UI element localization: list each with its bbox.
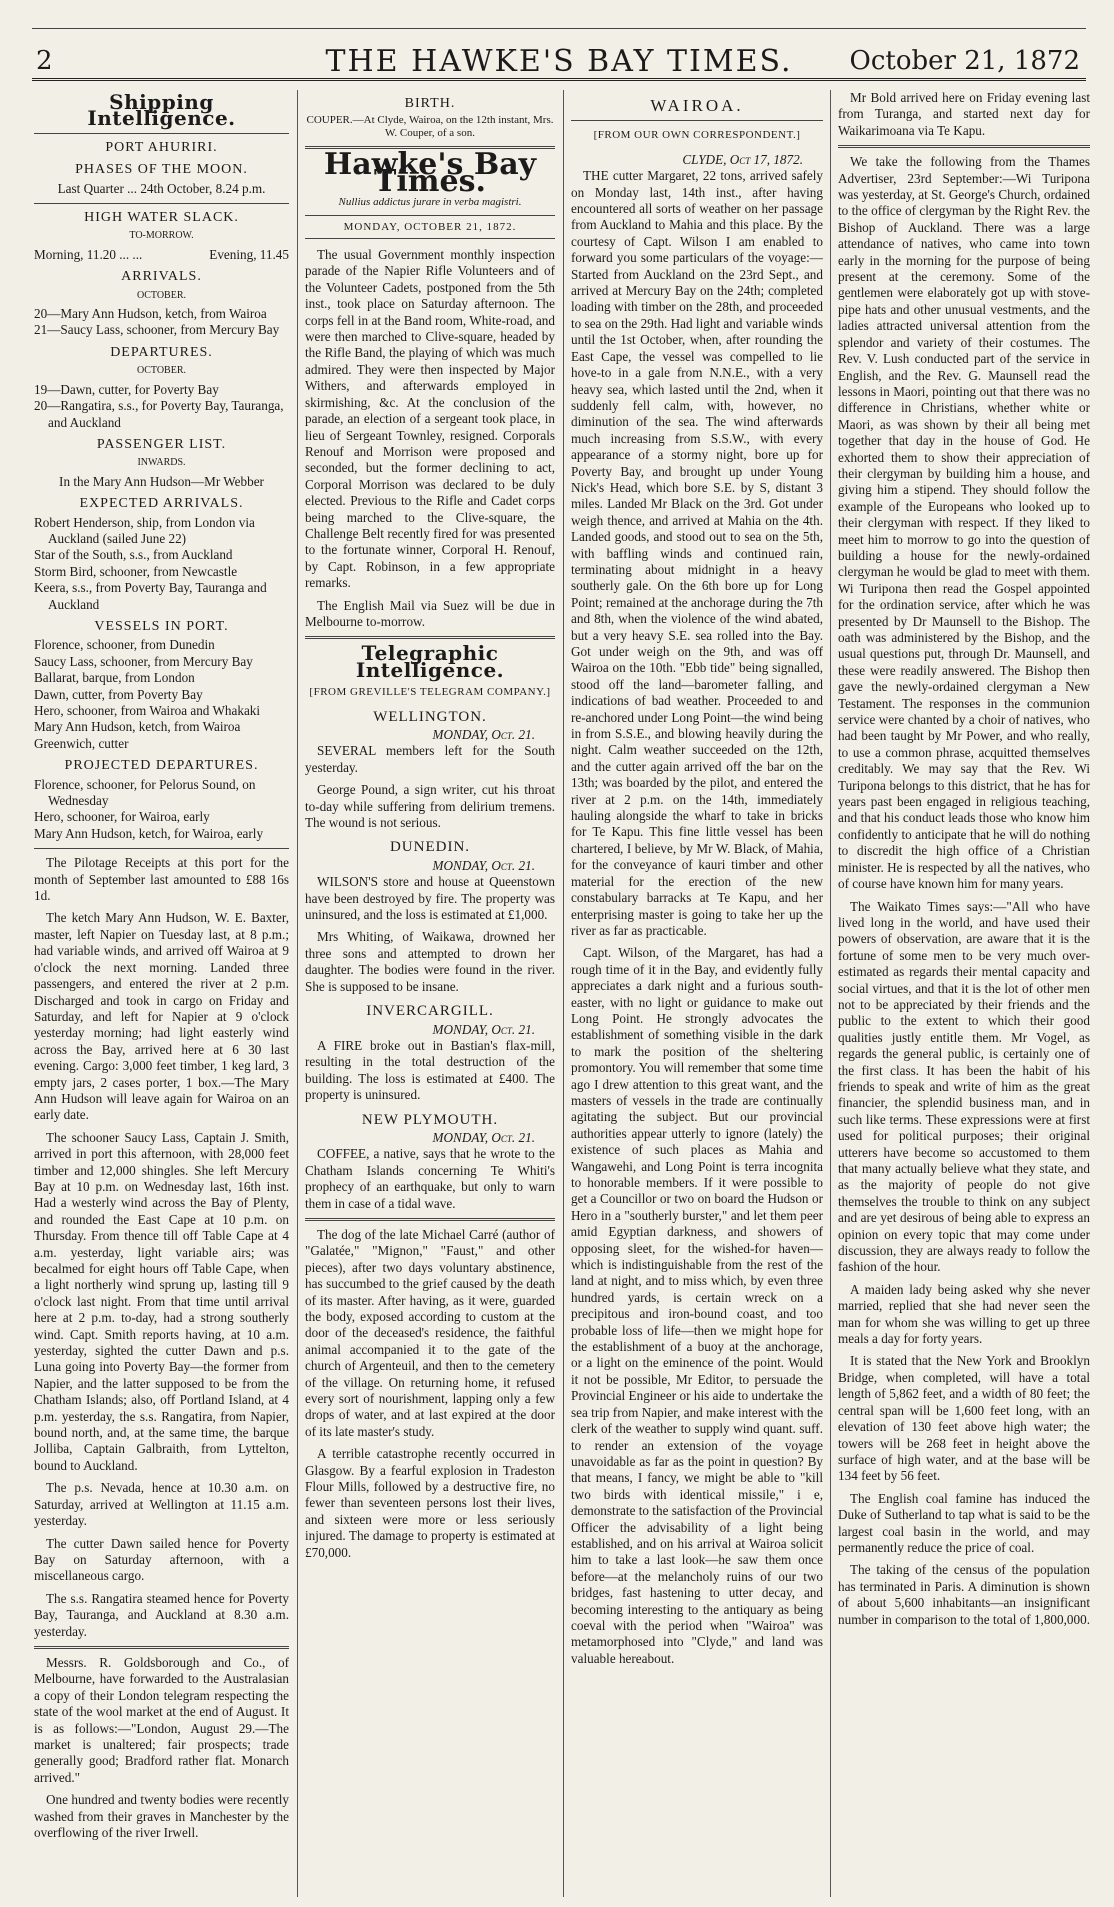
masthead <box>32 38 1086 81</box>
column-shipping <box>34 90 289 1897</box>
list-item: Florence, schooner, for Pelorus Sound, on Wednesday <box>34 776 256 809</box>
article-paragraph: The p.s. Nevada, hence at 10.30 a.m. on Saturday, arrived at Wellington at 11.15 a.m. yesterday. <box>34 1480 289 1529</box>
divider <box>34 848 289 849</box>
wellington-title: WELLINGTON. <box>373 708 487 725</box>
telegram-source: [FROM GREVILLE'S TELEGRAM COMPANY.] <box>309 686 551 699</box>
paper-motto: Nullius addictus jurare in verba magistri. <box>338 196 522 209</box>
port-title: PORT AHURIRI. <box>105 139 218 155</box>
list-item: Dawn, cutter, from Poverty Bay <box>34 686 203 702</box>
list-item: Ballarat, barque, from London <box>34 670 195 686</box>
issue-date: October 21, 1872 <box>849 46 1080 76</box>
article-paragraph: The ketch Mary Ann Hudson, W. E. Baxter, master, left Napier on Tuesday last, at 8 p.m.; had variable winds, and arrived off Wairoa at 9 o'clock the next morning. Landed three passengers, and entered the river at 2 p.m. Discharged and took in cargo on Friday and Saturday, and left for Napier at 9 o'clock yesterday morning; had light easterly wind across the Bay, arrived here at 6 30 last evening. Cargo: 3,000 feet timber, 1 keg lard, 3 empty jars, 2 cases porter, 1 box.—The Mary Ann Hudson will leave again for Wairoa on an early date. <box>34 910 289 1123</box>
birth-title: BIRTH. <box>404 96 456 111</box>
vessels-list <box>34 637 289 752</box>
column-miscellany <box>838 90 1090 1897</box>
article-paragraph: The Waikato Times says:—"All who have lived long in the world, and have used their powers of observation, are aware that it is the fortune of some men to be very much over-estimated as regards their mental capacity and social virtues, and that it is the lot of other men not to be appreciated by their friends and the public to the extent to which their good qualities justly entitle them. Mr Vogel, as regards the general public, is certainly one of the first class. It has been the habit of his friends to speak and write of him as the great financier, the splendid business man, and in such like terms. These expressions were at first used for political purposes; their original utterers have become so accustomed to them that many actually believe what they state, and as the majority of people do not give themselves the trouble to think on any subject and are yet desirous of being able to express an opinion on every topic that may come under discussion, they are always ready to follow the fashion of the hour. <box>838 898 1090 1275</box>
divider <box>34 203 289 204</box>
list-item: 19—Dawn, cutter, for Poverty Bay <box>34 381 219 397</box>
article-paragraph: Capt. Wilson, of the Margaret, has had a rough time of it in the Bay, and evidently fully appreciates a dark night and a furious south-easter, with no light or guidance to make out Long Point. He strongly advocates the establishment of something visible in the dark to mark the position of the sheltering promontory. You will remember that some time ago I drew attention to this great want, and the masters of vessels in the trade are continually agitating the subject. But our provincial authorities appear utterly to ignore (lately) the existence of such places as Mahia and Wangawehi, and Long Point is terra incognita to honorable members. If it were possible to get a Councillor or two on board the Hudson or Hero in a "southerly burster," and let them peer amid Egyptian darkness, and showers of opposing sleet, for the wished-for haven—which is indistinguishable from the rest of the land at night, and to miss which, by even three hundred yards, is certain wreck on a precipitous and iron-bound coast, and too probable loss of life—then we might hope for the establishment of a buoy at the anchorage, or a light on the eminence of the point. Would it not be possible, Mr Editor, to persuade the Provincial Engineer or his aide to undertake the sea trip from Napier, and make interest with the clerk of the weather to supply wind quant. suff. to render an extension of the voyage unavoidable as far as the point in question? By that means, I fancy, we might be able to "kill two birds with identical missile," i e, demonstrate to the satisfaction of the Provincial Officer the advisability of a light being established, and on his arrival at Wairoa solicit him to take a last look—he saw them once before—at the melancholy ruins of our two bridges, fast hastening to utter decay, and becoming interesting to the antiquary as being coeval with the period when "Wairoa" was metamorphosed into "Clyde," and land was valuable hereabout. <box>571 945 823 1666</box>
projected-list <box>34 777 289 843</box>
arrivals-month: OCTOBER. <box>137 289 186 301</box>
list-item: Storm Bird, schooner, from Newcastle <box>34 563 238 579</box>
article-paragraph: George Pound, a sign writer, cut his throat to-day while suffering from delirium tremens. The wound is not serious. <box>305 782 555 831</box>
article-paragraph: The schooner Saucy Lass, Captain J. Smith, arrived in port this afternoon, with 28,000 feet timber and 12,000 shingles. She left Mercury Bay at 10 p.m. on Wednesday last, 16th inst. Had a westerly wind across the Bay of Plenty, and rounded the East Cape at 10 p.m. on Thursday. From thence till off Table Cape at 4 a.m. yesterday, light variable airs; was becalmed for eight hours off Table Cape, when a light northerly wind sprung up, lasting till 9 o'clock last night. From that time until arrival here at 2 p.m. to-day, had a strong southerly wind. Capt. Smith reports having, at 10 a.m. yesterday, sighted the cutter Dawn and p.s. Luna going into Poverty Bay—the former from Napier, and the latter supposed to be from the Chatham Islands; also, off Portland Island, at 4 p.m. yesterday, the s.s. Rangatira, from Napier, bound north, and, at the same time, the barque Jolliba, Captain Galbraith, from Lyttelton, bound to Auckland. <box>34 1129 289 1473</box>
divider <box>838 145 1090 148</box>
shipping-heading: Shipping Intelligence. <box>87 90 236 131</box>
divider <box>34 133 289 134</box>
column-editorial <box>305 90 555 1897</box>
birth-notice: COUPER.—At Clyde, Wairoa, on the 12th instant, Mrs. W. Couper, of a son. <box>306 114 554 140</box>
column-divider <box>830 90 831 1897</box>
article-paragraph: We take the following from the Thames Advertiser, 23rd September:—Wi Turipona was yesterday, at St. George's Church, ordained to the office of clergyman by the Right Rev. the Bishop of Auckland. There was a large attendance of natives, who came into town early in the morning for the purpose of being present at the ceremony. Some of the gentlemen were elaborately got up with stove-pipe hats and other unusual vestments, and the ladies attracted universal attention from the splendor and variety of their costumes. The Rev. V. Lush conducted part of the service in English, and the Rev. G. Maunsell read the lessons in Maori, pointing out that there was no difference in Christians, whether white or Maori, as was shown by their all being met together that day in the house of God. He exhorted them to show their appreciation of their clergyman by building him a house, and giving him a stipend. They should follow the example of the Europeans who looked up to their clergyman with respect. If they liked to meet him to morrow to go into the question of building a house for the newly-ordained clergyman he would be glad to meet with them. Wi Turipona then read the Gospel appointed for the ordination service, after which he was presented by Dr Maunsell to the Bishop. The oath was administered by the Bishop, and the usual questions put, through Dr. Maunsell, and these were readily answered. The Bishop then gave the newly-ordained clergyman a New Testament. The responses in the communion service were chanted by a choir of natives, who had been taught by Mr Power, and who really, to use a common phrase, acquitted themselves creditably. We may say that the Rev. Wi Turipona belongs to this district, that he has for years past been engaged in religious teaching, and that his conduct leads those who know him confidently to anticipate that he will do nothing to discredit the high office of a Christian minister. He is respected by all the natives, who of course have known him for many years. <box>838 154 1090 892</box>
vessels-title: VESSELS IN PORT. <box>94 618 229 634</box>
article-paragraph: Messrs. R. Goldsborough and Co., of Melbourne, have forwarded to the Australasian a copy of their London telegram respecting the state of the wool market at the end of August. It is as follows:—"London, August 29.—The market is unaltered; fair prospects; trade generally good; Bradford rather flat. Monarch arrived." <box>34 1654 289 1785</box>
phases-line: Last Quarter ... 24th October, 8.24 p.m. <box>57 180 266 196</box>
article-paragraph: Mrs Whiting, of Waikawa, drowned her three sons and attempted to drown her daughter. The bodies were found in the river. She is supposed to be insane. <box>305 929 555 994</box>
list-item: Hero, schooner, for Wairoa, early <box>34 809 210 825</box>
article-paragraph: The cutter Dawn sailed hence for Poverty Bay on Saturday afternoon, with a miscellaneous cargo. <box>34 1535 289 1584</box>
slack-times <box>34 247 289 263</box>
list-item: Keera, s.s., from Poverty Bay, Tauranga and Auckland <box>34 580 267 612</box>
paper-name: Hawke's Bay Times. <box>323 147 537 199</box>
correspondent-source: [FROM OUR OWN CORRESPONDENT.] <box>593 129 801 142</box>
departures-title: DEPARTURES. <box>110 344 213 360</box>
list-item: Saucy Lass, schooner, from Mercury Bay <box>34 653 253 669</box>
newspaper-title: THE HAWKE'S BAY TIMES. <box>325 44 793 79</box>
list-item: Greenwich, cutter <box>34 735 129 751</box>
column-divider <box>563 90 564 1897</box>
list-item: Mary Ann Hudson, ketch, from Wairoa <box>34 719 241 735</box>
list-item: 20—Rangatira, s.s., for Poverty Bay, Tauranga, and Auckland <box>34 398 284 430</box>
departures-month: OCTOBER. <box>137 365 186 377</box>
article-paragraph: A terrible catastrophe recently occurred in Glasgow. By a fearful explosion in Tradeston Flour Mills, followed by a destructive fire, no fewer than seventeen persons lost their lives, and sixteen were more or less seriously injured. The damage to property is estimated at £70,000. <box>305 1446 555 1560</box>
arrivals-list <box>34 306 289 339</box>
column-divider <box>297 90 298 1897</box>
list-item: 21—Saucy Lass, schooner, from Mercury Bay <box>34 322 280 338</box>
departures-list <box>34 382 289 431</box>
list-item: 20—Mary Ann Hudson, ketch, from Wairoa <box>34 306 267 322</box>
passenger-line: In the Mary Ann Hudson—Mr Webber <box>59 473 264 489</box>
article-paragraph: The Pilotage Receipts at this port for the month of September last amounted to £88 16s 1d. <box>34 855 289 904</box>
list-item: Hero, schooner, from Wairoa and Whakaki <box>34 703 261 718</box>
slack-evening: Evening, 11.45 <box>209 246 289 262</box>
list-item: Star of the South, s.s., from Auckland <box>34 547 233 563</box>
column-wairoa <box>571 90 823 1897</box>
article-paragraph: Mr Bold arrived here on Friday evening last from Turanga, and started next day for Waikarimoana via Te Kapu. <box>838 90 1090 138</box>
phases-title: PHASES OF THE MOON. <box>75 162 248 178</box>
projected-title: PROJECTED DEPARTURES. <box>64 758 259 774</box>
arrivals-title: ARRIVALS. <box>121 269 202 285</box>
slack-sub: TO-MORROW. <box>129 230 194 242</box>
list-item: Florence, schooner, from Dunedin <box>34 637 215 653</box>
expected-title: EXPECTED ARRIVALS. <box>79 496 244 512</box>
article-paragraph: WILSON'S store and house at Queenstown have been destroyed by fire. The property was uninsured, and the loss is estimated at £1,000. <box>305 874 555 923</box>
article-paragraph: A maiden lady being asked why she never married, replied that she had never seen the man for whom she was willing to get up three meals a day for forty years. <box>838 1281 1090 1347</box>
article-paragraph: COFFEE, a native, says that he wrote to the Chatham Islands concerning Te Whiti's prophecy of an earthquake, but only to warn them in case of a tidal wave. <box>305 1146 555 1211</box>
article-paragraph: THE cutter Margaret, 22 tons, arrived safely on Monday last, 14th inst., after having encountered all sorts of weather on her passage from Auckland to Mahia and this place. By the courtesy of Capt. Wilson I am enabled to forward you some particulars of the voyage:—Started from Auckland on the 23rd Sept., and arrived at Mercury Bay on the 24th; completed loading with timber on the 28th, and proceeded to sea on the 29th. Had light and variable winds until the 1st October, when, after rounding the East Cape, the vessel was compelled to lie hove-to in a gale from N.N.E., with a very heavy sea, which lasted until the 2nd, when it suddenly fell calm, with, however, no diminution of the sea. The wind afterwards much increasing from S.S.W., with every appearance of a stormy night, bore up for Poverty Bay, and brought up under Young Nick's Head, which bore S.E. by S, distant 3 miles. Landed Mr Black on the 3rd. Got under weigh thence, and arrived at Mahia on the 4th. Landed goods, and stood out to sea on the 5th, with baffling winds and continued rain, terminating about midnight in a heavy southerly gale. On the 6th bore up for Long Point; remained at the anchorage during the 7th and 8th, when the violence of the wind abated, but a very heavy S.E. sea rolled into the Bay. Got under weigh on the 9th, and was off Wairoa on the 10th. "Ebb tide" being signalled, stood off the land—barometer falling, and indications of bad weather. Proceeded to and re-anchored under Long Point—the wind being in from S.S.E., and blowing heavily during the night. Calm weather succeeded on the 12th, and the cutter again arrived off the bar on the 13th; was boarded by the pilot, and entered the river at 2 p.m. on the 14th, immediately hauling alongside the wharf to take in bricks for Te Kapu. This fine little vessel has been chartered, I believe, by Mr W. Black, of Mahia, for the conveyance of kauri timber and other material for the erection of the new constabulary barracks at Te Kapu, and her enterprising master is going to take her up the river as far as practicable. <box>571 168 823 938</box>
expected-list <box>34 515 289 613</box>
article-paragraph: The dog of the late Michael Carré (author of "Galatée," "Mignon," "Faust," and other pieces), after two days voluntary abstinence, has succumbed to the grief caused by the death of its master. After having, as it were, guarded the body, exposed according to custom at the door of the deceased's residence, the faithful animal accompanied it to the gate of the church of Argenteuil, and then to the cemetery of the village. On returning home, it refused every sort of nourishment, lapping only a few drops of water, and at last expired at the door of its late master's study. <box>305 1226 555 1439</box>
article-paragraph: A FIRE broke out in Bastian's flax-mill, resulting in the total destruction of the building. The loss is estimated at £400. The property is uninsured. <box>305 1037 555 1103</box>
invercargill-title: INVERCARGILL. <box>366 1003 494 1020</box>
editorial-date: MONDAY, OCTOBER 21, 1872. <box>305 215 555 239</box>
article-paragraph: The taking of the census of the population has terminated in Paris. A diminution is shown of about 5,600 inhabitants—an insignificant number in comparison to the total of 1,800,000. <box>838 1562 1090 1627</box>
wairoa-dateline: CLYDE, Oct 17, 1872. <box>682 151 803 167</box>
article-paragraph: SEVERAL members left for the South yesterday. <box>305 743 555 775</box>
divider <box>305 1218 555 1221</box>
telegraphic-heading: Telegraphic Intelligence. <box>355 641 505 682</box>
article-paragraph: The usual Government monthly inspection parade of the Napier Rifle Volunteers and of the Volunteer Cadets, postponed from the 5th inst., took place on Saturday afternoon. The corps fell in at the Band room, White-road, and were then marched to Clive-square, headed by the Rifle Band, the playing of which was much admired. They were then inspected by Major Withers, and afterwards employed in skirmishing, &c. At the conclusion of the parade, an election of a sergeant took place, in lieu of Sergeant Townley, resigned. Corporals Renouf and Morrison were proposed and seconded, but the former declining to act, Corporal Morrison was declared to be duly elected. Previous to the Rifle and Cadet corps being marched to the Clive-square, the Challenge Belt recently fired for was presented to the fortunate winner, Corporal H. Renouf, by Capt. Robinson, in a few appropriate remarks. <box>305 247 555 591</box>
list-item: Robert Henderson, ship, from London via Auckland (sailed June 22) <box>34 514 255 546</box>
dunedin-date: MONDAY, Oct. 21. <box>432 857 535 873</box>
divider <box>305 636 555 639</box>
list-item: Mary Ann Hudson, ketch, for Wairoa, early <box>34 825 264 841</box>
passenger-sub: INWARDS. <box>137 457 186 469</box>
wellington-date: MONDAY, Oct. 21. <box>432 727 535 742</box>
top-rule <box>32 28 1086 29</box>
dunedin-title: DUNEDIN. <box>389 839 471 856</box>
article-paragraph: One hundred and twenty bodies were recently washed from their graves in Manchester by the overflowing of the river Irwell. <box>34 1792 289 1840</box>
divider <box>571 120 823 121</box>
article-paragraph: It is stated that the New York and Brooklyn Bridge, when completed, will have a total length of 5,862 feet, and a width of 80 feet; the central span will be 1,600 feet long, with an elevation of 130 feet above high water; the towers will be 268 feet in height above the surface of high water, and at the base will be 134 feet by 56 feet. <box>838 1353 1090 1484</box>
plymouth-date: MONDAY, Oct. 21. <box>432 1129 535 1145</box>
invercargill-date: MONDAY, Oct. 21. <box>432 1021 535 1037</box>
passenger-title: PASSENGER LIST. <box>96 436 227 452</box>
article-paragraph: The English coal famine has induced the Duke of Sutherland to tap what is said to be the largest coal basin in the world, and may permanently reduce the price of coal. <box>838 1490 1090 1555</box>
plymouth-title: NEW PLYMOUTH. <box>361 1111 499 1128</box>
slack-title: HIGH WATER SLACK. <box>84 210 239 226</box>
wairoa-title: WAIROA. <box>650 96 744 115</box>
divider <box>34 1646 289 1649</box>
article-paragraph: The English Mail via Suez will be due in Melbourne to-morrow. <box>305 597 555 629</box>
article-paragraph: The s.s. Rangatira steamed hence for Poverty Bay, Tauranga, and Auckland at 8.30 a.m. yesterday. <box>34 1590 289 1639</box>
page-number: 2 <box>36 46 53 76</box>
slack-morning: Morning, 11.20 ... ... <box>34 246 143 262</box>
